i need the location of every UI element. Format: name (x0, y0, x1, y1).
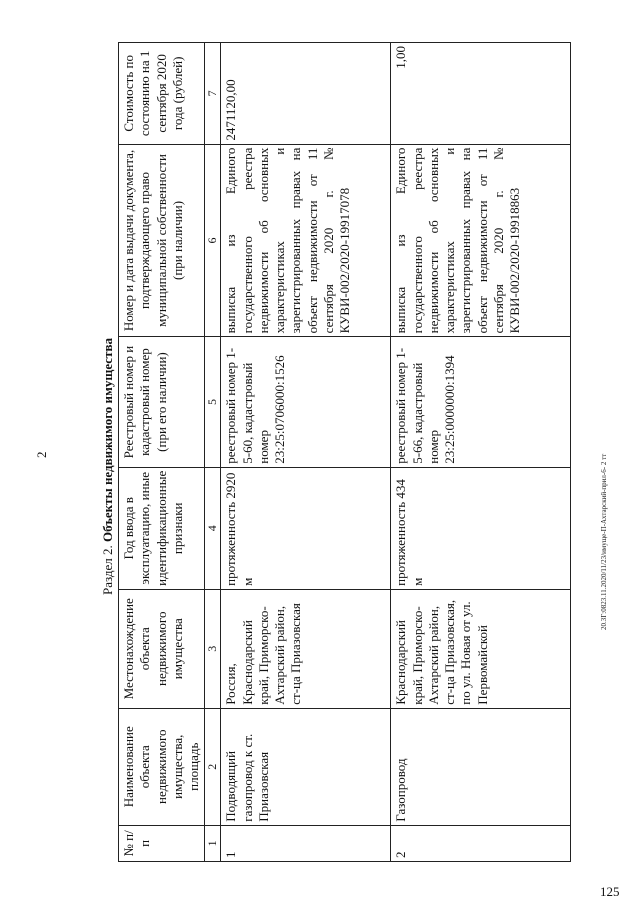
header-num: № п/п (119, 825, 205, 861)
page-number-top: 2 (34, 451, 49, 458)
column-number: 4 (205, 467, 221, 589)
column-number: 6 (205, 144, 221, 337)
row-identifiers: протяженность 434 м (391, 467, 571, 589)
table-row (391, 43, 571, 862)
header-identifiers: Год ввода в эксплуатацию, иные идентификационные признаки (119, 467, 205, 589)
page-number-bottom: 125 (600, 884, 620, 899)
row-identifiers: протяженность 2920 м (221, 467, 391, 589)
header-name: Наименование объекта недвижимого имущества, площадь (119, 708, 205, 825)
row-registry: реестровый номер 1-5-60, кадастровый номер 23:25:0706000:1526 (221, 337, 391, 467)
row-document: выписка из Единого государственного реестра недвижимости об основных характеристиках и зарегистрированных правах на объект недвижимости от 11 сентября 2020 г. № КУВИ-002/2020-19918863 (391, 144, 571, 337)
property-table-container (118, 42, 586, 862)
header-location: Местонахождение объекта недвижимого имущества (119, 589, 205, 708)
column-number-row (205, 43, 221, 862)
column-number: 7 (205, 43, 221, 145)
header-cost: Стоимость по состоянию на 1 сентября 2020 года (рублей) (119, 43, 205, 145)
header-registry: Реестровый номер и кадастровый номер (при его наличии) (119, 337, 205, 467)
row-cost: 2471120,00 (221, 43, 391, 145)
row-cost: 1,00 (391, 43, 571, 145)
column-number: 5 (205, 337, 221, 467)
property-table (118, 42, 571, 862)
section-prefix: Раздел 2. (100, 545, 115, 595)
row-name: Газопровод (391, 708, 571, 825)
header-document: Номер и дата выдачи документа, подтверждающего право муниципальной собственности (при наличии) (119, 144, 205, 337)
row-document: выписка из Единого государственного реестра недвижимости об основных характеристиках и зарегистрированных правах на объект недвижимости от 11 сентября 2020 г. № КУВИ-002/2020-19917078 (221, 144, 391, 337)
row-location: Краснодарский край, Приморско-Ахтарский район, ст-ца Приазовская, по ул. Новая от ул. Первомайской (391, 589, 571, 708)
row-num: 1 (221, 825, 391, 861)
row-name: Подводящий газопровод к ст. Приазовская (221, 708, 391, 825)
section-title (100, 295, 116, 595)
row-location: Россия, Краснодарский край, Приморско-Ахтарский район, ст-ца Приазовская (221, 589, 391, 708)
table-header-row (119, 43, 205, 862)
column-number: 1 (205, 825, 221, 861)
column-number: 2 (205, 708, 221, 825)
footer-doc-code: 20.ЗГ:0823.11.2020/11/23/имуще-П-Ахтарский-прил-6- 2 тт (600, 453, 608, 630)
row-num: 2 (391, 825, 571, 861)
table-row (221, 43, 391, 862)
row-registry: реестровый номер 1-5-66, кадастровый номер 23:25:0000000:1394 (391, 337, 571, 467)
section-heading: Объекты недвижимого имущества (100, 338, 115, 542)
column-number: 3 (205, 589, 221, 708)
